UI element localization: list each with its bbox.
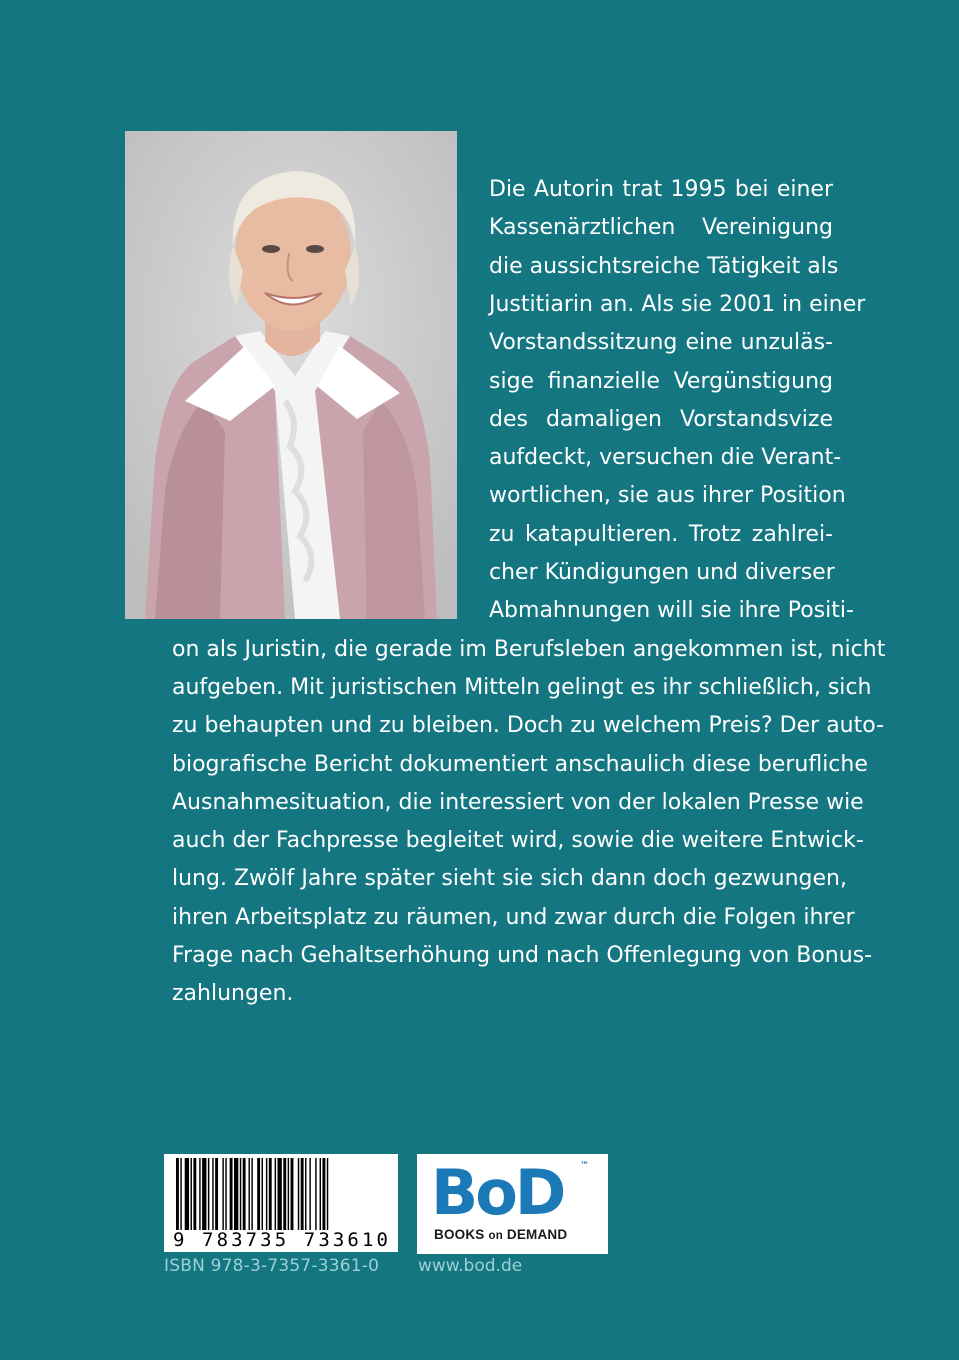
text-line: die aussichtsreiche Tätigkeit als — [489, 253, 839, 279]
author-photo — [125, 131, 457, 619]
barcode — [164, 1154, 398, 1252]
isbn-label: ISBN 978-3-7357-3361-0 — [164, 1256, 380, 1276]
text-line: Die Autorin trat 1995 bei einer — [489, 177, 833, 202]
text-line: biografische Bericht dokumentiert anschaulich diese berufliche — [172, 751, 868, 777]
text-line: ihren Arbeitsplatz zu räumen, und zwar durch die Folgen ihrer — [172, 904, 855, 930]
author-portrait-icon — [125, 131, 457, 619]
publisher-name-books: BOOKS — [434, 1227, 485, 1242]
text-line: Abmahnungen will sie ihre Positi- — [489, 598, 854, 624]
text-line: Justitiarin an. Als sie 2001 in einer — [489, 291, 866, 317]
barcode-digits: 9 783735 733610 — [170, 1230, 394, 1250]
text-line: Ausnahmesituation, die interessiert von der lokalen Presse wie — [172, 789, 864, 815]
text-line: aufdeckt, versuchen die Verant- — [489, 445, 842, 471]
bod-logo-icon: BoD — [431, 1156, 564, 1229]
text-line: Vorstandssitzung eine unzuläs- — [489, 330, 833, 356]
text-line: Kassenärztlichen Vereinigung — [489, 215, 833, 241]
text-line: des damaligen Vorstandsvize — [489, 406, 833, 432]
text-line: lung. Zwölf Jahre später sieht sie sich dann doch gezwungen, — [172, 866, 847, 892]
text-line: Frage nach Gehaltserhöhung und nach Offenlegung von Bonus- — [172, 943, 873, 968]
text-line: zu katapultieren. Trotz zahlrei- — [489, 521, 833, 547]
text-line: wortlichen, sie aus ihrer Position — [489, 483, 846, 509]
text-line: auch der Fachpresse begleitet wird, sowie die weitere Entwick- — [172, 828, 864, 854]
text-line: cher Kündigungen und diverser — [489, 560, 835, 585]
trademark-mark: ™ — [580, 1161, 589, 1171]
text-line: zahlungen. — [172, 981, 294, 1007]
text-line: zu behaupten und zu bleiben. Doch zu welchem Preis? Der auto- — [172, 713, 885, 739]
text-line: aufgeben. Mit juristischen Mitteln gelingt es ihr schließlich, sich — [172, 674, 872, 700]
publisher-name — [434, 1227, 567, 1242]
text-line: sige finanzielle Vergünstigung — [489, 368, 833, 394]
publisher-url: www.bod.de — [418, 1256, 523, 1276]
publisher-logo — [417, 1154, 608, 1254]
publisher-name-demand: DEMAND — [506, 1227, 568, 1242]
text-line: on als Juristin, die gerade im Berufsleben angekommen ist, nicht — [172, 636, 886, 662]
publisher-name-on: on — [488, 1230, 503, 1242]
